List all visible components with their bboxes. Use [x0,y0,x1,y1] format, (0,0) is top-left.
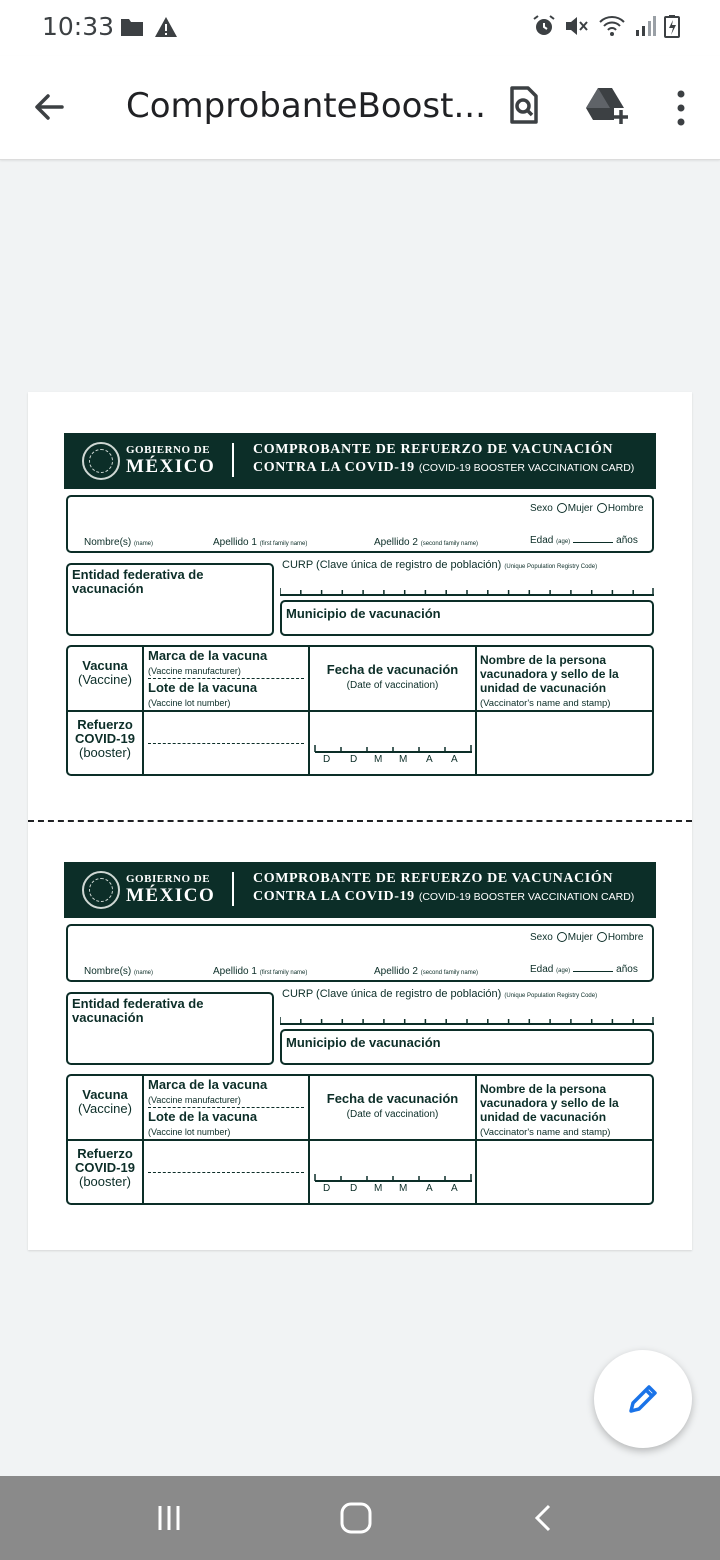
sex-label: Sexo [530,932,553,943]
add-to-drive-button[interactable] [584,84,630,128]
manufacturer-label: Marca de la vacuna [148,1077,268,1092]
recent-apps-button[interactable] [149,1498,189,1538]
gov-label: GOBIERNO DE [126,444,211,456]
wifi-icon [598,14,626,38]
card-title-line2: CONTRA LA COVID-19 [253,889,415,904]
card-title-english: (COVID-19 BOOSTER VACCINATION CARD) [418,462,635,474]
mute-icon [564,14,590,38]
entity-box [66,563,274,636]
name-label: Nombre(s) [84,537,132,548]
battery-icon [664,14,680,38]
surname2-label: Apellido 2 [374,537,418,548]
surname1-label: Apellido 1 [213,537,257,548]
municipality-box [280,600,654,636]
government-seal-icon [82,871,120,909]
edit-button[interactable] [594,1350,692,1448]
entity-label: Entidad federativa de vacunación [72,996,204,1025]
status-bar [0,0,720,56]
booster-label: Refuerzo COVID-19 [75,717,135,746]
mujer-label: Mujer [567,932,593,943]
card-header [64,433,656,489]
vaccine-label: Vacuna [82,1087,128,1102]
mujer-label: Mujer [567,503,593,514]
card-title-line2: CONTRA LA COVID-19 [253,460,415,475]
signal-icon [634,14,656,38]
name-label: Nombre(s) [84,966,132,977]
gov-name: MÉXICO [126,456,216,477]
radio-mujer[interactable] [557,932,567,942]
age-label: Edad [530,535,554,546]
back-icon [529,1503,559,1533]
hombre-label: Hombre [607,932,644,943]
vaccine-table: Vacuna (Vaccine) Marca de la vacuna (Vaccine manufacturer) Lote de la vacuna (Vaccine lot number) Fecha de vacunación (Date of vaccination) Nombre de la persona vacunadora y sello de la unidad de vacunación (Vaccinator's name and stamp) Refuerzo COVID-19 (booster) [66,1074,654,1205]
lot-label: Lote de la vacuna [148,1109,258,1124]
card-title: COMPROBANTE DE REFUERZO DE VACUNACIÓN [253,871,614,886]
gov-name: MÉXICO [126,885,216,906]
edit-pencil-icon [623,1379,663,1419]
manufacturer-label: Marca de la vacuna [148,648,268,663]
find-in-document-button[interactable] [504,84,544,128]
more-options-button[interactable] [668,84,694,132]
date-field[interactable] [314,1172,474,1182]
add-to-drive-icon [584,84,630,128]
home-icon [339,1501,373,1535]
home-button[interactable] [336,1498,376,1538]
vaccinator-label: Nombre de la persona vacunadora y sello de la unidad de vacunación [480,653,619,695]
personal-data-box: Sexo Mujer Hombre Nombre(s) (name) Apellido 1 (first family name) Apellido 2 (second family name) Edad (age) años [66,495,654,553]
arrow-back-icon [28,86,70,128]
vaccine-label: Vacuna [82,658,128,673]
back-button[interactable] [28,86,70,128]
alarm-icon [532,14,556,38]
surname1-label: Apellido 1 [213,966,257,977]
recent-apps-icon [154,1503,184,1533]
more-options-icon [668,84,694,132]
vaccine-table: Vacuna (Vaccine) Marca de la vacuna (Vaccine manufacturer) Lote de la vacuna (Vaccine lot number) Fecha de vacunación (Date of vaccination) Nombre de la persona vacunadora y sello de la unidad de vacunación (Vaccinator's name and stamp) Refuerzo COVID-19 (booster) [66,645,654,776]
curp-label: CURP (Clave única de registro de población) [282,988,502,1000]
hombre-label: Hombre [607,503,644,514]
card-header [64,862,656,918]
system-nav-bar [0,1476,720,1560]
status-time: 10:33 [42,12,115,41]
date-field[interactable] [314,743,474,753]
municipality-label: Municipio de vacunación [286,606,441,621]
vaccinator-label: Nombre de la persona vacunadora y sello de la unidad de vacunación [480,1082,619,1124]
government-seal-icon [82,442,120,480]
folder-icon [120,17,144,37]
age-label: Edad [530,964,554,975]
entity-box [66,992,274,1065]
cut-line [28,820,692,822]
lot-label: Lote de la vacuna [148,680,258,695]
curp-field[interactable] [280,1017,654,1025]
radio-hombre[interactable] [597,932,607,942]
gov-label: GOBIERNO DE [126,873,211,885]
curp-field[interactable] [280,588,654,596]
vaccination-card: GOBIERNO DE MÉXICO COMPROBANTE DE REFUERZO DE VACUNACIÓN CONTRA LA COVID-19 (COVID-19 BOOSTER VACCINATION CARD) Sexo Mujer Hombre Nombre(s) (name) Apellido 1 (first family name) Apellido 2 (second family name) Edad (age) años Entidad federativa de vacunación CURP (Clave única de registro de población) (Unique Population Registry Code) Municipio de vacunación Vacuna (Vaccine) Marca de la vacuna (Vaccine manufacturer) Lote de la vacuna (Vaccine lot number) Fecha de vacunación (Date of vaccination) Nombre de la persona vacunadora y sello de la unidad de vacunación (Vaccinator's name and stamp) Refuerzo COVID-19 (booster) D D M M A A [64,433,656,778]
surname2-label: Apellido 2 [374,966,418,977]
lot-field[interactable] [148,743,304,744]
municipality-box [280,1029,654,1065]
curp-label: CURP (Clave única de registro de población) [282,559,502,571]
personal-data-box: Sexo Mujer Hombre Nombre(s) (name) Apellido 1 (first family name) Apellido 2 (second family name) Edad (age) años [66,924,654,982]
card-title-english: (COVID-19 BOOSTER VACCINATION CARD) [418,891,635,903]
entity-label: Entidad federativa de vacunación [72,567,204,596]
nav-back-button[interactable] [524,1498,564,1538]
card-title: COMPROBANTE DE REFUERZO DE VACUNACIÓN [253,442,614,457]
app-bar [0,56,720,160]
find-in-document-icon [504,84,544,128]
warning-icon [154,16,178,38]
lot-field[interactable] [148,1172,304,1173]
vaccination-card: GOBIERNO DE MÉXICO COMPROBANTE DE REFUERZO DE VACUNACIÓN CONTRA LA COVID-19 (COVID-19 BOOSTER VACCINATION CARD) Sexo Mujer Hombre Nombre(s) (name) Apellido 1 (first family name) Apellido 2 (second family name) Edad (age) años Entidad federativa de vacunación CURP (Clave única de registro de población) (Unique Population Registry Code) Municipio de vacunación Vacuna (Vaccine) Marca de la vacuna (Vaccine manufacturer) Lote de la vacuna (Vaccine lot number) Fecha de vacunación (Date of vaccination) Nombre de la persona vacunadora y sello de la unidad de vacunación (Vaccinator's name and stamp) Refuerzo COVID-19 (booster) D D M M A A [64,862,656,1207]
pdf-page [28,392,692,1250]
booster-label: Refuerzo COVID-19 [75,1146,135,1175]
radio-hombre[interactable] [597,503,607,513]
municipality-label: Municipio de vacunación [286,1035,441,1050]
date-label: Fecha de vacunación [326,1091,459,1106]
document-title: ComprobanteBoost... [126,86,486,126]
sex-label: Sexo [530,503,553,514]
date-label: Fecha de vacunación [326,662,459,677]
radio-mujer[interactable] [557,503,567,513]
